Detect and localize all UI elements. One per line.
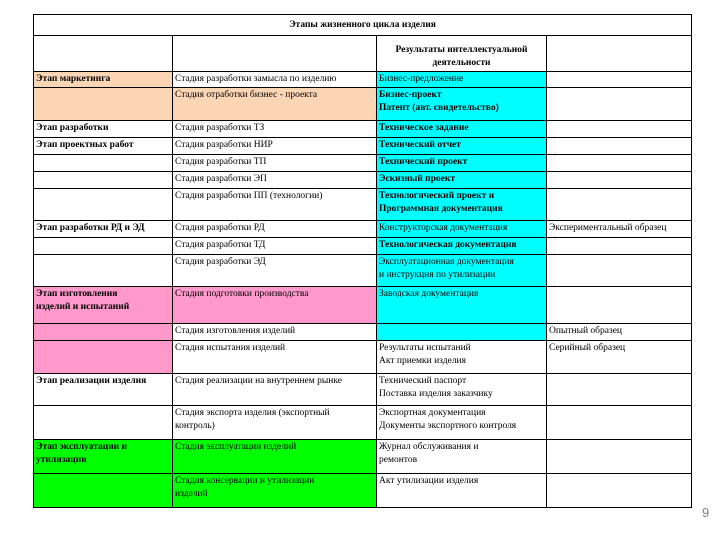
result-cell: Результаты испытаний Акт приемки изделия [377,341,547,374]
result-cell: Эскизный проект [377,172,547,189]
stage-cell [34,406,173,440]
result-cell: Технологическая документация [377,238,547,255]
stage-cell [34,341,173,374]
sample-cell [547,172,692,189]
stage-cell: Этап реализации изделия [34,374,173,406]
substage-cell: Стадия разработки ТД [173,238,377,255]
sample-cell [547,374,692,406]
table-row [34,172,692,189]
page-number: 9 [702,505,710,520]
result-cell: Журнал обслуживания и ремонтов [377,440,547,474]
substage-cell: Стадия эксплуатации изделий [173,440,377,474]
substage-cell: Стадия разработки ТЗ [173,121,377,138]
sample-cell [547,121,692,138]
table-row [34,324,692,341]
table-row [34,155,692,172]
table-row [34,255,692,287]
stage-cell: Этап эксплуатации и утилизации [34,440,173,474]
stage-cell [34,88,173,121]
result-cell: Техническое задание [377,121,547,138]
table-row [34,440,692,474]
result-cell: Бизнес-проект Патент (авт. свидетельство) [377,88,547,121]
header-empty-cell [34,36,173,72]
table-row [34,138,692,155]
substage-cell: Стадия реализации на внутреннем рынке [173,374,377,406]
title-row [34,15,692,36]
lifecycle-table [33,14,692,508]
result-cell: Бизнес-предложение [377,72,547,88]
table-row [34,88,692,121]
sample-cell [547,238,692,255]
header-row [34,36,692,72]
substage-cell: Стадия разработки НИР [173,138,377,155]
stage-cell [34,238,173,255]
result-cell: Заводская документация [377,287,547,324]
sample-cell [547,440,692,474]
sample-cell [547,474,692,508]
substage-cell: Стадия консервации и утилизации изделий [173,474,377,508]
sample-cell [547,88,692,121]
substage-cell: Стадия изготовления изделий [173,324,377,341]
table-row [34,474,692,508]
result-cell: Эксплуатационная документация и инструкция по утилизации [377,255,547,287]
stage-cell [34,172,173,189]
table-row [34,189,692,221]
sample-cell [547,287,692,324]
sample-cell [547,255,692,287]
table-row [34,238,692,255]
stage-cell: Этап разработки [34,121,173,138]
stage-cell [34,255,173,287]
result-cell: Технический паспорт Поставка изделия заказчику [377,374,547,406]
sample-cell [547,72,692,88]
stage-cell [34,155,173,172]
table-row [34,221,692,238]
substage-cell: Стадия разработки ТП [173,155,377,172]
table-row [34,121,692,138]
result-cell: Технологический проект и Программная документация [377,189,547,221]
result-cell: Конструкторская документация [377,221,547,238]
substage-cell: Стадия разработки ЭП [173,172,377,189]
sample-cell: Опытный образец [547,324,692,341]
substage-cell: Стадия разработки замысла по изделию [173,72,377,88]
table-row [34,341,692,374]
substage-cell: Стадия разработки ЭД [173,255,377,287]
substage-cell: Стадия подготовки производства [173,287,377,324]
stage-cell [34,474,173,508]
stage-cell [34,189,173,221]
result-cell: Технический проект [377,155,547,172]
result-cell: Экспортная документация Документы экспортного контроля [377,406,547,440]
sample-cell [547,138,692,155]
table-row [34,374,692,406]
stage-cell: Этап изготовления изделий и испытаний [34,287,173,324]
sample-cell [547,406,692,440]
stage-cell: Этап проектных работ [34,138,173,155]
substage-cell: Стадия экспорта изделия (экспортный контроль) [173,406,377,440]
substage-cell: Стадия разработки РД [173,221,377,238]
result-cell: Акт утилизации изделия [377,474,547,508]
table-row [34,287,692,324]
stage-cell: Этап маркетинга [34,72,173,88]
stage-cell [34,324,173,341]
stage-cell: Этап разработки РД и ЭД [34,221,173,238]
header-empty-cell [173,36,377,72]
substage-cell: Стадия разработки ПП (технологии) [173,189,377,221]
header-empty-cell [547,36,692,72]
results-header: Результаты интеллектуальной деятельности [377,36,547,72]
result-cell: Технический отчет [377,138,547,155]
table-title: Этапы жизненного цикла изделия [34,15,692,36]
result-cell [377,324,547,341]
sample-cell: Серийный образец [547,341,692,374]
sample-cell [547,155,692,172]
table-row [34,406,692,440]
substage-cell: Стадия отработки бизнес - проекта [173,88,377,121]
substage-cell: Стадия испытания изделий [173,341,377,374]
sample-cell [547,189,692,221]
sample-cell: Экспериментальный образец [547,221,692,238]
table-row [34,72,692,88]
